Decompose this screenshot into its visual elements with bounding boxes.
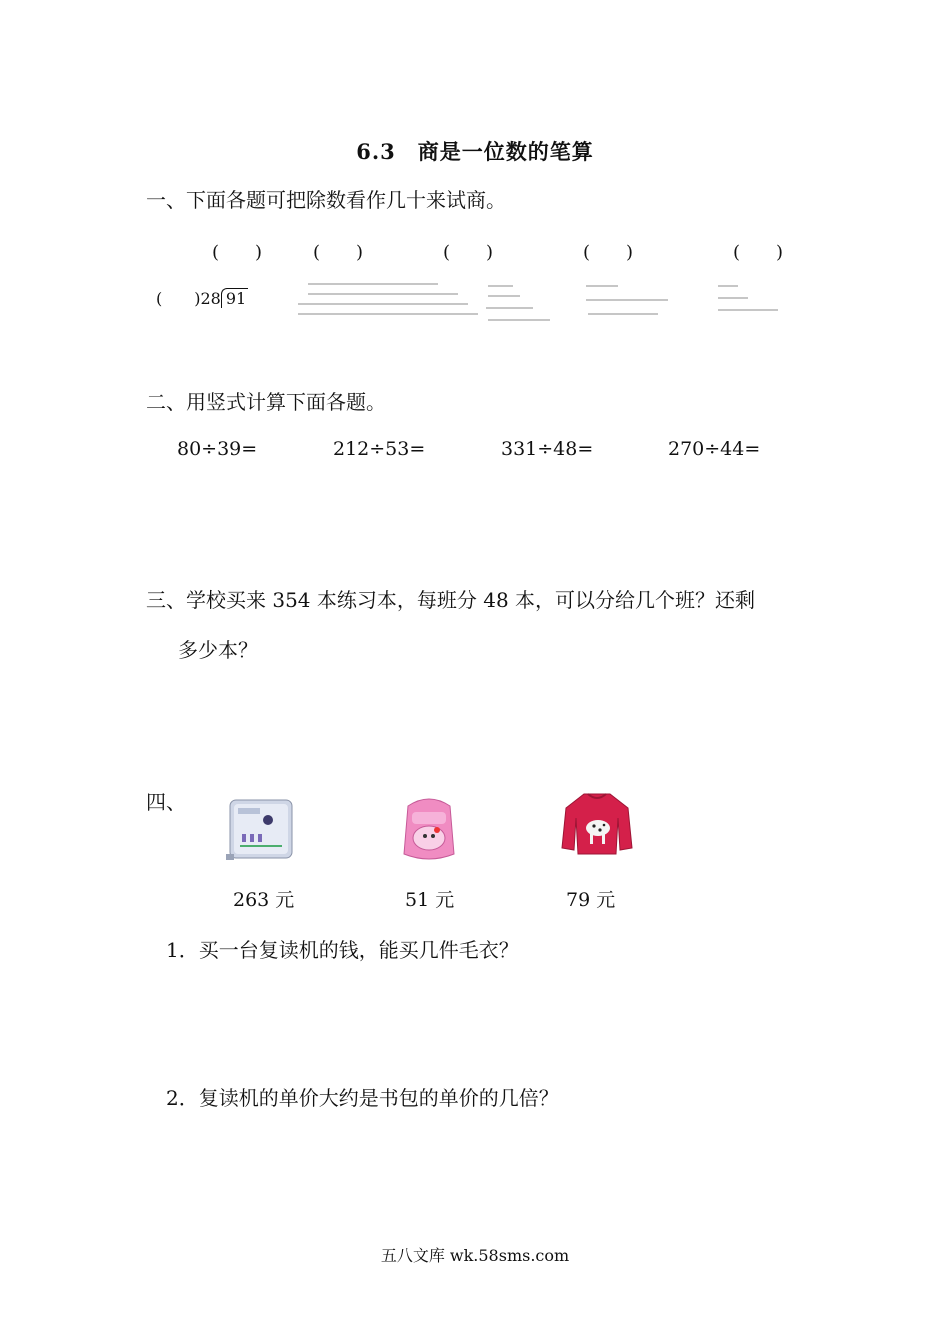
section3-line1: 三、学校买来 354 本练习本，每班分 48 本，可以分给几个班？还剩: [146, 588, 756, 612]
question-2: 2．复读机的单价大约是书包的单价的几倍？: [166, 1086, 559, 1110]
blank-4: ( ): [583, 242, 634, 263]
section2-heading: 二、用竖式计算下面各题。: [146, 390, 386, 414]
problem-4: 270÷44=: [668, 438, 761, 460]
division-dividend: 91: [221, 288, 248, 308]
blank-3: ( ): [443, 242, 494, 263]
problem-3: 331÷48=: [501, 438, 594, 460]
blank-2: ( ): [313, 242, 364, 263]
division-item-1: [156, 286, 248, 309]
blank-5: ( ): [733, 242, 784, 263]
problem-1: 80÷39=: [177, 438, 258, 460]
section1-heading: 一、下面各题可把除数看作几十来试商。: [146, 188, 506, 212]
sweater-icon: [558, 788, 636, 858]
problem-2: 212÷53=: [333, 438, 426, 460]
price-sweater: 79 元: [566, 889, 616, 911]
cassette-player-icon: [222, 790, 300, 868]
blank-1: ( ): [212, 242, 263, 263]
division-divisor: 28: [200, 289, 221, 308]
section3-line2: 多少本？: [178, 638, 258, 662]
section4-label: 四、: [146, 790, 186, 814]
price-backpack: 51 元: [405, 889, 455, 911]
footer-watermark: 五八文库 wk.58sms.com: [380, 1246, 570, 1265]
price-cassette: 263 元: [233, 889, 295, 911]
question-1: 1．买一台复读机的钱，能买几件毛衣？: [166, 938, 519, 962]
backpack-icon: [394, 792, 464, 864]
page-title: 6.3 商是一位数的笔算: [356, 139, 594, 164]
scanned-division-marks: [288, 278, 788, 330]
division-blank: ( ): [156, 289, 201, 308]
